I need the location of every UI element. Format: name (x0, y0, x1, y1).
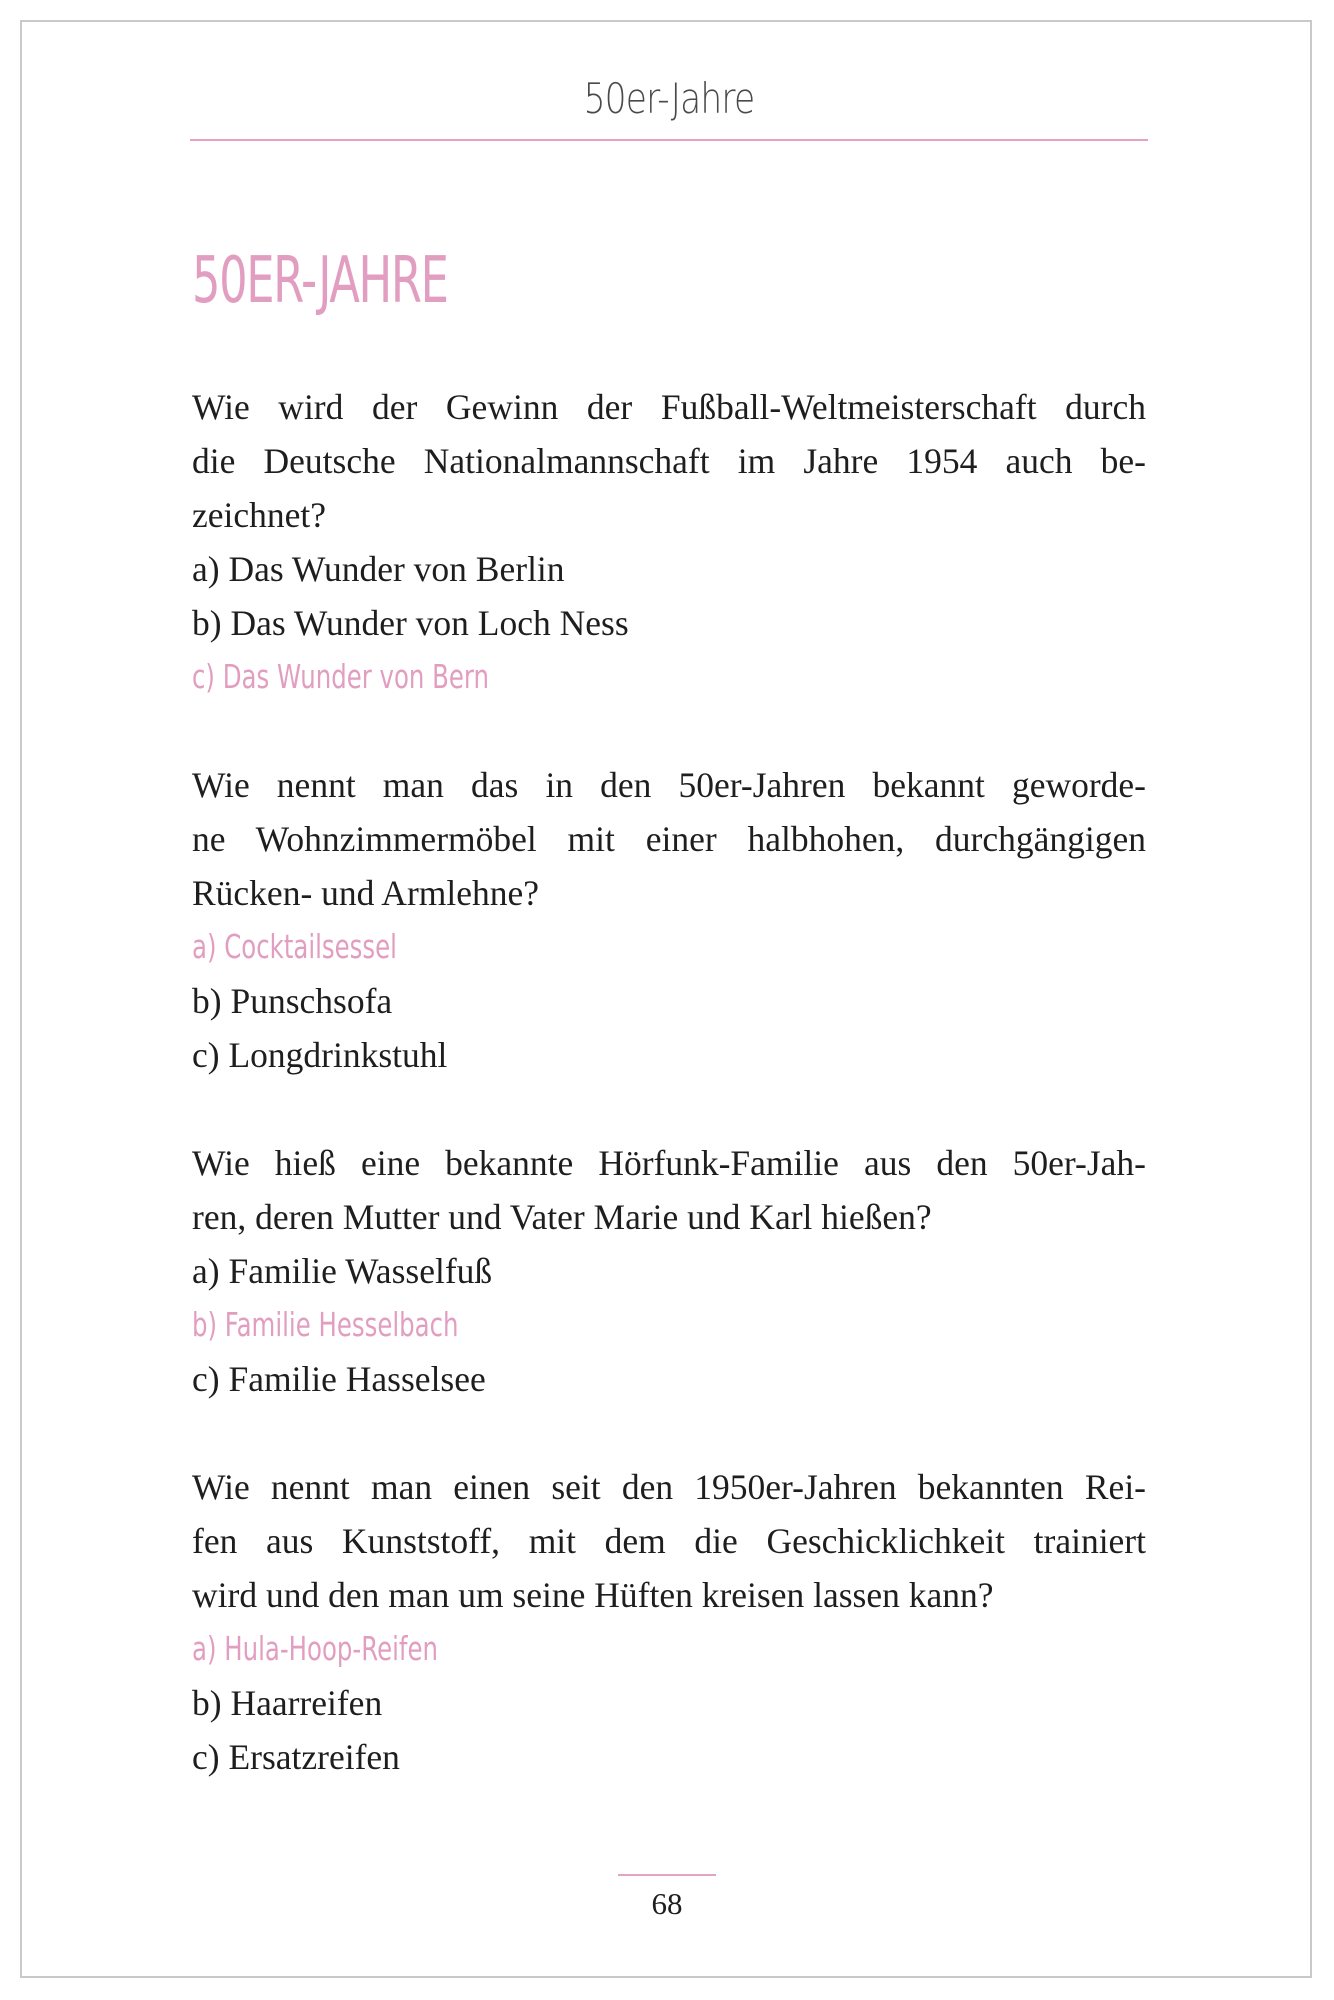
footer-divider (618, 1874, 716, 1876)
question-block (192, 758, 1146, 1082)
header-divider (190, 139, 1148, 141)
question-text-line: fen aus Kunststoff, mit dem die Geschicklichkeit trainiert (192, 1521, 1146, 1561)
question-block (192, 1460, 1146, 1784)
answer-option: c) Ersatzreifen (192, 1737, 400, 1777)
question-block (192, 1136, 1146, 1406)
chapter-title: 50ER-JAHRE (192, 244, 448, 318)
answer-option: b) Punschsofa (192, 981, 393, 1021)
page-number: 68 (651, 1886, 683, 1921)
answer-option: c) Familie Hasselsee (192, 1359, 486, 1399)
correct-answer-option: a) Cocktailsessel (192, 927, 397, 966)
correct-answer-option: a) Hula-Hoop-Reifen (192, 1629, 438, 1668)
answer-option: a) Das Wunder von Berlin (192, 549, 565, 589)
answer-option: b) Haarreifen (192, 1683, 383, 1723)
correct-answer-option: b) Familie Hesselbach (192, 1305, 459, 1344)
question-text-line: Wie wird der Gewinn der Fußball-Weltmeisterschaft durch (192, 387, 1146, 427)
question-text-line: Wie hieß eine bekannte Hörfunk-Familie aus den 50er-Jah- (192, 1143, 1146, 1183)
question-text-line: ren, deren Mutter und Vater Marie und Karl hießen? (192, 1197, 932, 1237)
question-text-line: die Deutsche Nationalmannschaft im Jahre 1954 auch be- (192, 441, 1146, 481)
question-text-line: zeichnet? (192, 495, 327, 535)
answer-option: c) Longdrinkstuhl (192, 1035, 448, 1075)
answer-option: b) Das Wunder von Loch Ness (192, 603, 629, 643)
question-text-line: Wie nennt man das in den 50er-Jahren bekannt geworde- (192, 765, 1146, 805)
question-text-line: Wie nennt man einen seit den 1950er-Jahren bekannten Rei- (192, 1467, 1146, 1507)
question-text-line: Rücken- und Armlehne? (192, 873, 540, 913)
question-text-line: ne Wohnzimmermöbel mit einer halbhohen, durchgängigen (192, 819, 1146, 859)
question-block (192, 380, 1146, 704)
running-head: 50er-Jahre (583, 74, 755, 123)
quiz-content (192, 380, 1146, 1838)
question-text-line: wird und den man um seine Hüften kreisen lassen kann? (192, 1575, 994, 1615)
answer-option: a) Familie Wasselfuß (192, 1251, 493, 1291)
correct-answer-option: c) Das Wunder von Bern (192, 657, 490, 696)
